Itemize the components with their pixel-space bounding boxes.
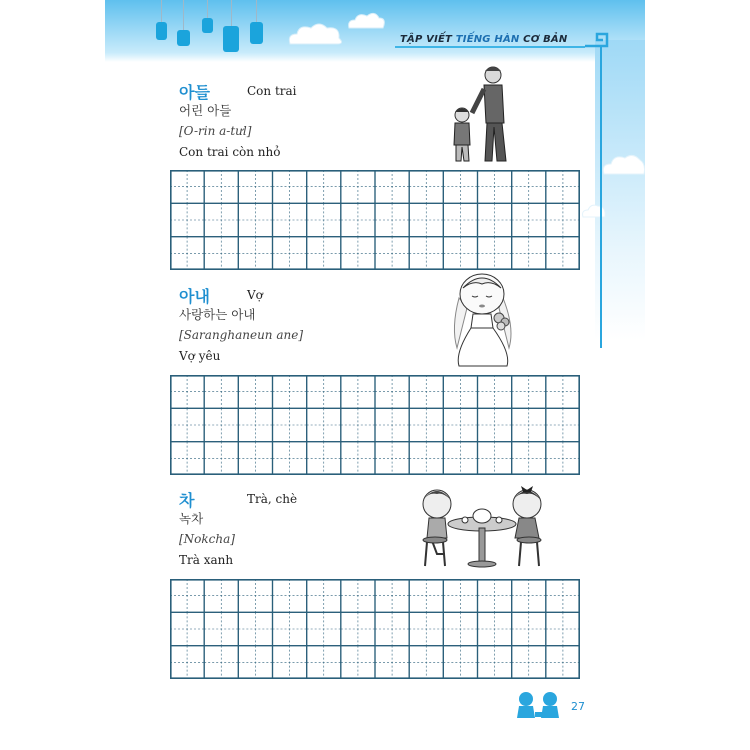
word-heading: 아들 [179,83,210,102]
romanization: [Saranghaneun ane] [179,328,304,342]
father-and-son-illustration [440,63,520,168]
writing-grid [170,375,580,475]
header-underline [395,46,585,48]
vietnamese-phrase: Vợ yêu [179,349,221,363]
kids-footer-icon [515,690,563,720]
romanization: [O-rin a-tưl] [179,124,252,138]
cloud-decoration [345,10,387,32]
bride-illustration [445,268,525,373]
romanization: [Nokcha] [179,532,235,546]
page-number: 27 [571,700,585,713]
korean-phrase: 사랑하는 아내 [179,307,256,322]
vietnamese-phrase: Con trai còn nhỏ [179,145,281,159]
header-title: TẬP VIẾT TIẾNG HÀN CƠ BẢN [400,34,568,45]
word-heading: 차 [179,491,195,510]
korean-phrase: 어린 아들 [179,103,232,118]
writing-grid [170,170,580,270]
word-heading: 아내 [179,287,210,306]
word-meaning: Vợ [247,288,263,302]
corner-ornament [585,28,615,348]
word-meaning: Trà, chè [247,492,298,506]
word-meaning: Con trai [247,84,297,98]
writing-grid [170,579,580,679]
tea-party-illustration [415,480,550,568]
vietnamese-phrase: Trà xanh [179,553,234,567]
cloud-decoration [285,20,345,48]
korean-phrase: 녹차 [179,511,204,526]
